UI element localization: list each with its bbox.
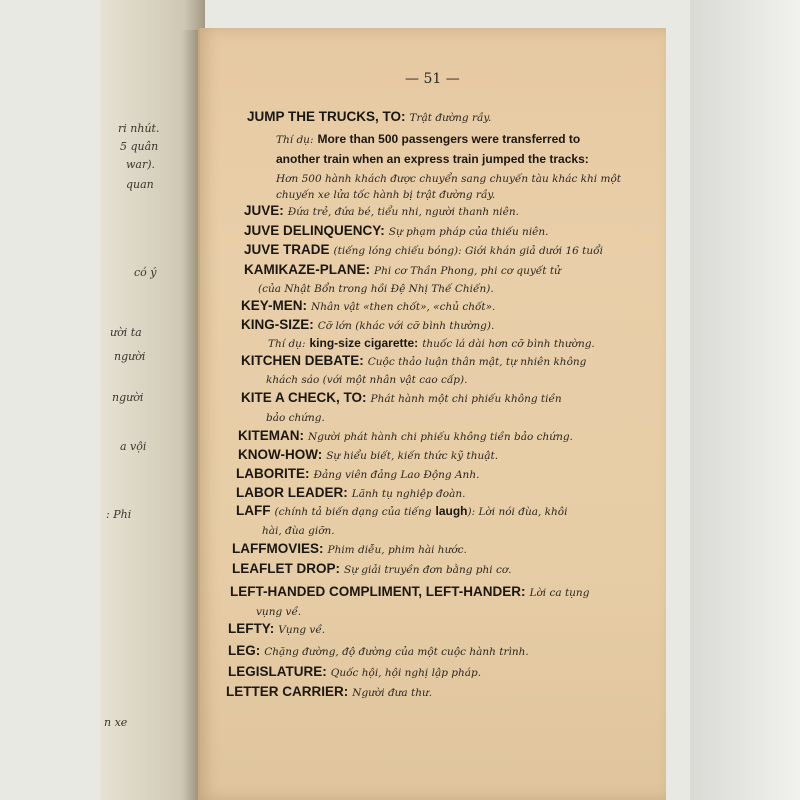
entry-juve-delinquency <box>244 223 549 239</box>
headword: JUMP THE TRUCKS, TO: <box>247 109 406 124</box>
entry-kitchen-debate <box>241 353 586 369</box>
example-translation <box>276 186 495 202</box>
definition: Đảng viên đảng Lao Động Anh. <box>313 469 480 481</box>
headword: LEAFLET DROP: <box>232 561 340 576</box>
definition: vụng về. <box>256 606 302 618</box>
entry-laborite <box>236 466 479 482</box>
left-page-fragment: người <box>114 350 146 363</box>
headword: LAFFMOVIES: <box>232 541 324 556</box>
entry-leaflet-drop <box>232 561 512 577</box>
headword: KEY-MEN: <box>241 298 308 313</box>
headword: LETTER CARRIER: <box>226 684 349 699</box>
entry-king-size <box>241 317 494 333</box>
entry-leg <box>228 643 529 659</box>
headword: LABOR LEADER: <box>236 485 348 500</box>
headword: KITCHEN DEBATE: <box>241 353 364 368</box>
entry-left-handed-compliment <box>230 584 589 600</box>
headword: KITE A CHECK, TO: <box>241 390 367 405</box>
definition: Sự phạm pháp của thiếu niên. <box>388 226 549 238</box>
definition: ): Lời nói đùa, khôi <box>467 506 568 518</box>
definition: Nhân vật «then chốt», «chủ chốt». <box>311 301 496 313</box>
headword: LEG: <box>228 643 261 658</box>
definition: chuyến xe lửa tốc hành bị trật đường rầy. <box>276 189 496 201</box>
headword: KITEMAN: <box>238 428 304 443</box>
definition: (của Nhật Bổn trong hồi Đệ Nhị Thế Chiến). <box>258 283 494 295</box>
example-line <box>276 151 589 167</box>
definition: Phát hành một chi phiếu không tiền <box>370 393 562 405</box>
entry-letter-carrier <box>226 684 432 700</box>
definition: Sự giải truyền đơn bằng phi cơ. <box>344 564 512 576</box>
headword: KING-SIZE: <box>241 317 314 332</box>
definition: Sự hiểu biết, kiến thức kỹ thuật. <box>326 450 499 462</box>
entry-labor-leader <box>236 485 465 501</box>
definition: Phim diễu, phim hài hước. <box>327 544 467 556</box>
headword: LEGISLATURE: <box>228 664 327 679</box>
entry-kamikaze-plane <box>244 262 561 278</box>
example-translation <box>276 170 621 186</box>
entry-legislature <box>228 664 481 680</box>
entry-juve <box>244 203 519 219</box>
headword: LABORITE: <box>236 466 310 481</box>
definition: Lãnh tụ nghiệp đoàn. <box>351 488 466 500</box>
definition-continuation <box>266 371 467 387</box>
left-page-fragment: a vội <box>120 440 147 453</box>
left-page-fragment: n xe <box>104 716 128 729</box>
definition: hài, đùa giỡn. <box>262 525 335 537</box>
headword: JUVE: <box>244 203 284 218</box>
definition: Lời ca tụng <box>529 587 590 599</box>
left-page-fragment: war). <box>126 158 156 171</box>
headword: KNOW-HOW: <box>238 447 323 462</box>
definition: thuốc lá dài hơn cỡ bình thường. <box>422 338 595 350</box>
example-line <box>268 335 595 351</box>
entry-know-how <box>238 447 498 463</box>
definition: Phi cơ Thần Phong, phi cơ quyết tử <box>374 265 561 277</box>
entry-kite-a-check <box>241 390 562 406</box>
example-text: More than 500 passengers were transferred to <box>317 132 581 146</box>
entry-juve-trade <box>244 242 603 258</box>
example-text: laugh <box>435 504 468 518</box>
headword: LEFT-HANDED COMPLIMENT, LEFT-HANDER: <box>230 584 526 599</box>
definition: Quốc hội, hội nghị lập pháp. <box>330 667 482 679</box>
entry-laff <box>236 503 567 519</box>
example-label: Thí dụ: <box>268 338 306 350</box>
entry-key-men <box>241 298 495 314</box>
example-line <box>276 131 580 147</box>
headword: LAFF <box>236 503 271 518</box>
definition: Người phát hành chi phiếu không tiền bảo chứng. <box>308 431 573 443</box>
headword: JUVE TRADE <box>244 242 330 257</box>
example-text: another train when an express train jumped the tracks: <box>276 152 589 166</box>
left-page-fragment: có ý <box>134 266 157 279</box>
definition: Người đưa thư. <box>352 687 433 699</box>
definition: bảo chứng. <box>266 412 325 424</box>
definition: Trật đường rầy. <box>409 112 492 124</box>
headword: JUVE DELINQUENCY: <box>244 223 385 238</box>
example-text: king-size cigarette: <box>309 336 419 350</box>
left-page-fragment: ười ta <box>110 326 142 339</box>
headword: KAMIKAZE-PLANE: <box>244 262 370 277</box>
definition: Đứa trẻ, đứa bé, tiểu nhi, người thanh niên. <box>287 206 519 218</box>
definition: Cỡ lớn (khác với cỡ bình thường). <box>317 320 495 332</box>
entry-jump-the-trucks <box>247 109 491 125</box>
left-page-fragment: quan <box>126 178 154 191</box>
page-number: — 51 — <box>405 71 460 87</box>
definition: (chính tả biến dạng của tiếng <box>274 506 432 518</box>
definition: Cuộc thảo luận thân mật, tự nhiên không <box>367 356 587 368</box>
background-right <box>690 0 800 800</box>
entry-kiteman <box>238 428 573 444</box>
definition-continuation <box>258 280 494 296</box>
left-page-fragment: người <box>112 391 144 404</box>
definition: khách sáo (với một nhân vật cao cấp). <box>266 374 468 386</box>
definition-continuation <box>262 522 335 538</box>
definition-continuation <box>256 603 301 619</box>
entry-lefty <box>228 621 325 637</box>
left-page-fragment: 5 quân <box>120 140 159 153</box>
definition: Vụng về. <box>278 624 326 636</box>
definition-continuation <box>266 409 325 425</box>
example-label: Thí dụ: <box>276 134 314 146</box>
left-page-fragment: ri nhút. <box>118 122 160 135</box>
entry-laffmovies <box>232 541 467 557</box>
definition: Chặng đường, độ đường của một cuộc hành trình. <box>264 646 529 658</box>
headword: LEFTY: <box>228 621 275 636</box>
definition: (tiếng lóng chiếu bóng): Giới khán giả dưới 16 tuổi <box>333 245 603 257</box>
left-page-fragment: : Phi <box>106 508 132 521</box>
definition: Hơn 500 hành khách được chuyển sang chuyến tàu khác khi một <box>276 173 621 185</box>
